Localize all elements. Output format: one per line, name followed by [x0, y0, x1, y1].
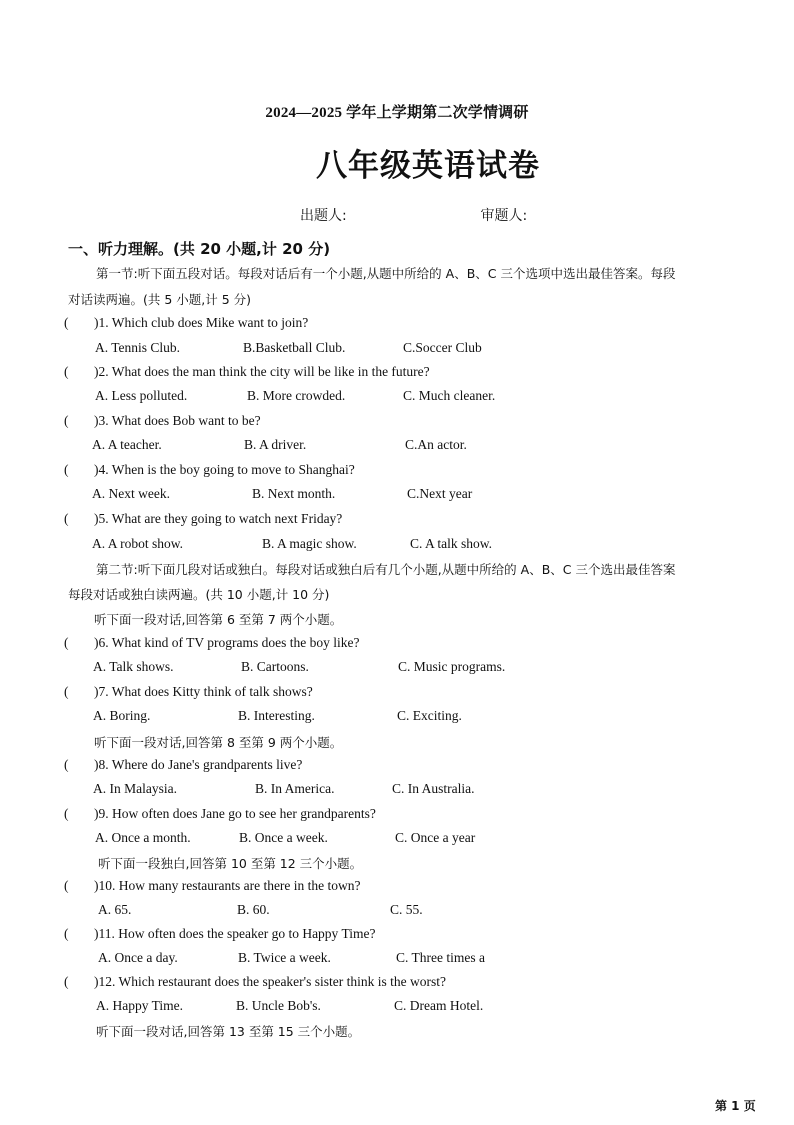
option-a: A. Once a month. — [95, 830, 191, 845]
option-c: C. Dream Hotel. — [394, 998, 484, 1013]
option-b: B. Interesting. — [238, 708, 315, 723]
option-c: C. In Australia. — [392, 781, 475, 796]
part1-instruction-line2: 对话读两遍。(共 5 小题,计 5 分) — [68, 292, 252, 307]
option-c: C. Three times a — [396, 950, 485, 965]
question-5 — [64, 511, 342, 527]
exam-title: 八年级英语试卷 — [316, 148, 540, 184]
option-b: B. Twice a week. — [238, 950, 331, 965]
question-3 — [64, 413, 261, 429]
option-c: C. Exciting. — [397, 708, 462, 723]
option-a: A. Happy Time. — [96, 998, 184, 1013]
option-c: C. Once a year — [395, 830, 476, 845]
option-a: A. Talk shows. — [93, 659, 174, 674]
question-text: )7. What does Kitty think of talk shows? — [94, 684, 313, 699]
listen-instruction-13-15: 听下面一段对话,回答第 13 至第 15 三个小题。 — [96, 1024, 361, 1039]
question-text: )10. How many restaurants are there in the town? — [94, 878, 361, 893]
option-a: A. 65. — [98, 902, 132, 917]
answer-blank[interactable]: ( — [64, 974, 69, 989]
option-c: C.Next year — [407, 486, 473, 501]
section-heading: 一、听力理解。(共 20 小题,计 20 分) — [68, 240, 331, 258]
option-a: A. A robot show. — [92, 536, 184, 551]
option-a: A. Once a day. — [98, 950, 178, 965]
option-a: A. Less polluted. — [95, 388, 188, 403]
answer-blank[interactable]: ( — [64, 806, 69, 821]
option-b: B. More crowded. — [247, 388, 346, 403]
option-c: C. Much cleaner. — [403, 388, 496, 403]
option-a: A. Tennis Club. — [95, 340, 181, 355]
listen-instruction-8-9: 听下面一段对话,回答第 8 至第 9 两个小题。 — [94, 735, 343, 750]
option-b: B.Basketball Club. — [243, 340, 346, 355]
option-b: B. Once a week. — [239, 830, 328, 845]
part2-instruction-line1: 第二节:听下面几段对话或独白。每段对话或独白后有几个小题,从题中所给的 A、B、C 三个选出最佳答案 — [96, 562, 676, 577]
exam-subtitle: 2024—2025 学年上学期第二次学情调研 — [265, 105, 529, 121]
question-11 — [64, 926, 375, 942]
option-b: B. Uncle Bob's. — [236, 998, 321, 1013]
question-1 — [64, 315, 308, 331]
question-text: )2. What does the man think the city will be like in the future? — [94, 364, 430, 379]
answer-blank[interactable]: ( — [64, 635, 69, 650]
option-a: A. A teacher. — [92, 437, 162, 452]
answer-blank[interactable]: ( — [64, 926, 69, 941]
authors-line — [300, 205, 527, 225]
question-text: )9. How often does Jane go to see her grandparents? — [94, 806, 376, 821]
question-text: )11. How often does the speaker go to Happy Time? — [94, 926, 376, 941]
listen-instruction-10-12: 听下面一段独白,回答第 10 至第 12 三个小题。 — [98, 856, 363, 871]
option-b: B. Next month. — [252, 486, 336, 501]
option-a: A. Next week. — [92, 486, 170, 501]
question-text: )12. Which restaurant does the speaker's sister think is the worst? — [94, 974, 446, 989]
option-c: C. 55. — [390, 902, 423, 917]
reviewer-label: 审题人: — [480, 208, 528, 224]
listen-instruction-6-7: 听下面一段对话,回答第 6 至第 7 两个小题。 — [94, 612, 343, 627]
option-c: C.An actor. — [405, 437, 467, 452]
question-7 — [64, 684, 313, 700]
answer-blank[interactable]: ( — [64, 878, 69, 893]
option-c: C. A talk show. — [410, 536, 493, 551]
question-8 — [64, 757, 302, 773]
question-9 — [64, 806, 376, 822]
option-c: C.Soccer Club — [403, 340, 482, 355]
answer-blank[interactable]: ( — [64, 511, 69, 526]
answer-blank[interactable]: ( — [64, 315, 69, 330]
answer-blank[interactable]: ( — [64, 684, 69, 699]
option-a: A. In Malaysia. — [93, 781, 177, 796]
part2-instruction-line2: 每段对话或独白读两遍。(共 10 小题,计 10 分) — [68, 587, 330, 602]
answer-blank[interactable]: ( — [64, 462, 69, 477]
option-b: B. A driver. — [244, 437, 307, 452]
question-2 — [64, 364, 430, 380]
question-4 — [64, 462, 355, 478]
question-text: )5. What are they going to watch next Friday? — [94, 511, 343, 526]
question-text: )4. When is the boy going to move to Shanghai? — [94, 462, 355, 477]
question-10 — [64, 878, 361, 894]
part1-instruction-line1: 第一节:听下面五段对话。每段对话后有一个小题,从题中所给的 A、B、C 三个选项中选出最佳答案。每段 — [96, 266, 676, 281]
option-b: B. In America. — [255, 781, 335, 796]
question-text: )3. What does Bob want to be? — [94, 413, 261, 428]
setter-label: 出题人: — [300, 208, 347, 224]
answer-blank[interactable]: ( — [64, 364, 69, 379]
option-a: A. Boring. — [93, 708, 151, 723]
answer-blank[interactable]: ( — [64, 757, 69, 772]
option-c: C. Music programs. — [398, 659, 506, 674]
option-b: B. 60. — [237, 902, 270, 917]
question-text: )8. Where do Jane's grandparents live? — [94, 757, 303, 772]
question-text: )1. Which club does Mike want to join? — [94, 315, 309, 330]
question-6 — [64, 635, 359, 651]
answer-blank[interactable]: ( — [64, 413, 69, 428]
question-text: )6. What kind of TV programs does the boy like? — [94, 635, 360, 650]
option-b: B. A magic show. — [262, 536, 357, 551]
page-number: 第 1 页 — [715, 1099, 756, 1113]
option-b: B. Cartoons. — [241, 659, 309, 674]
question-12 — [64, 974, 446, 990]
